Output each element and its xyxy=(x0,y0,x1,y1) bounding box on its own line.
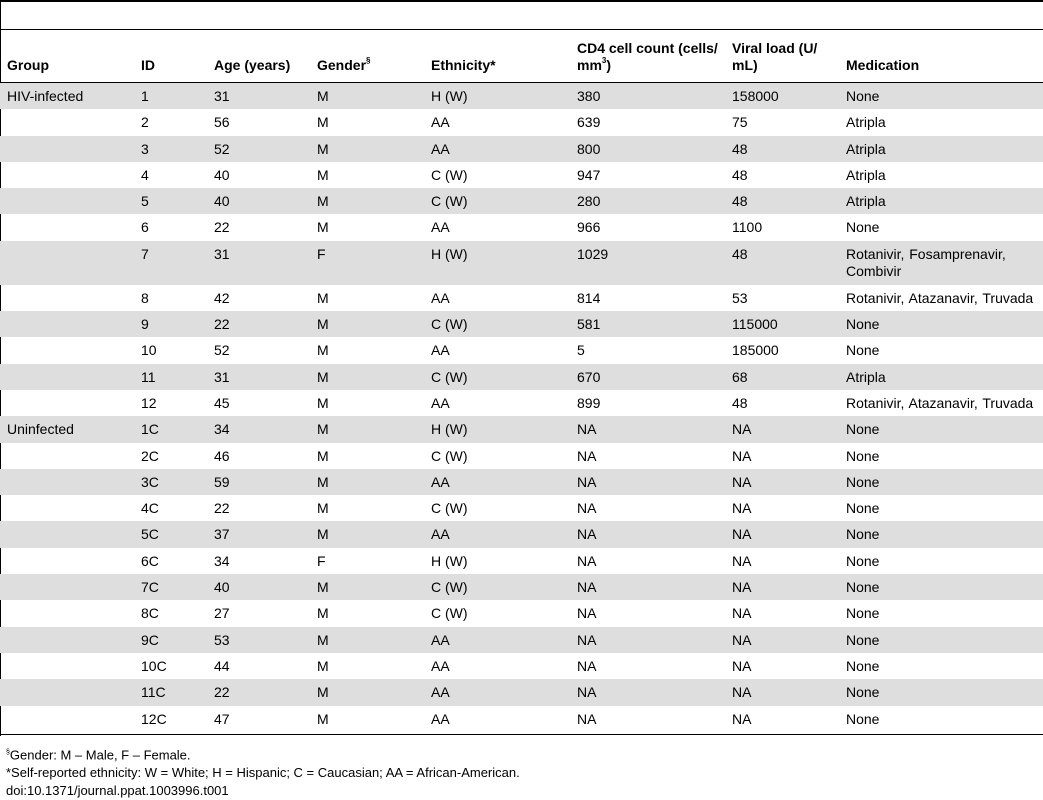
gender-cell: M xyxy=(317,193,329,210)
ethnicity-cell: AA xyxy=(431,140,450,157)
cd4-cell: NA xyxy=(577,526,597,543)
table-row xyxy=(0,495,1043,521)
viral-load-cell: NA xyxy=(732,710,752,727)
ethnicity-cell: AA xyxy=(431,342,450,359)
header-id: ID xyxy=(141,57,155,73)
header-cd4-sup: 3 xyxy=(601,56,607,66)
medication-cell: None xyxy=(846,473,880,490)
id-cell: 3 xyxy=(141,140,149,157)
viral-load-cell: NA xyxy=(732,605,752,622)
ethnicity-cell: AA xyxy=(431,219,450,236)
cd4-cell: NA xyxy=(577,473,597,490)
medication-cell: None xyxy=(846,657,880,674)
id-cell: 1 xyxy=(141,88,149,104)
id-cell: 12 xyxy=(141,394,157,411)
gender-cell: M xyxy=(317,710,329,727)
medication-cell: None xyxy=(846,631,880,648)
age-cell: 31 xyxy=(214,368,230,385)
medication-cell: Atripla xyxy=(846,140,886,157)
id-cell: 7 xyxy=(141,245,149,262)
id-cell: 5C xyxy=(141,526,159,543)
gender-cell: M xyxy=(317,526,329,543)
age-cell: 40 xyxy=(214,193,230,210)
ethnicity-cell: H (W) xyxy=(431,88,468,104)
cd4-cell: 1029 xyxy=(577,245,609,262)
viral-load-cell: 185000 xyxy=(732,342,779,359)
header-cd4-unit: mm xyxy=(577,57,602,73)
footnote-gender-text: Gender: M – Male, F – Female. xyxy=(9,747,191,763)
age-cell: 56 xyxy=(214,114,230,131)
table-row xyxy=(0,443,1043,469)
gender-cell: F xyxy=(317,245,326,262)
gender-cell: M xyxy=(317,368,329,385)
id-cell: 8 xyxy=(141,289,149,306)
cd4-cell: 670 xyxy=(577,368,601,385)
viral-load-cell: 48 xyxy=(732,394,748,411)
medication-cell: None xyxy=(846,421,880,438)
medication-cell: Rotanivir, Atazanavir, Truvada xyxy=(846,394,1034,411)
id-cell: 10C xyxy=(141,657,167,674)
ethnicity-cell: AA xyxy=(431,473,450,490)
age-cell: 34 xyxy=(214,421,230,438)
gender-cell: M xyxy=(317,342,329,359)
gender-cell: M xyxy=(317,394,329,411)
age-cell: 59 xyxy=(214,473,230,490)
medication-cell: None xyxy=(846,579,880,596)
id-cell: 10 xyxy=(141,342,157,359)
cd4-cell: NA xyxy=(577,500,597,517)
table-row xyxy=(0,416,1043,442)
medication-cell: None xyxy=(846,447,880,464)
id-cell: 3C xyxy=(141,473,159,490)
header-gender-label: Gender xyxy=(317,57,367,73)
group-cell: HIV-infected xyxy=(7,88,84,104)
id-cell: 11C xyxy=(141,684,166,701)
ethnicity-cell: H (W) xyxy=(431,421,468,438)
id-cell: 2C xyxy=(141,447,159,464)
ethnicity-cell: H (W) xyxy=(431,552,468,569)
cd4-cell: 966 xyxy=(577,219,601,236)
gender-cell: M xyxy=(317,166,329,183)
table-row xyxy=(0,469,1043,495)
ethnicity-cell: AA xyxy=(431,657,450,674)
id-cell: 11 xyxy=(141,368,156,385)
table-row xyxy=(0,109,1043,135)
header-cd4 xyxy=(577,40,718,74)
header-ethnicity: Ethnicity* xyxy=(431,57,496,73)
gender-cell: M xyxy=(317,140,329,157)
cd4-cell: NA xyxy=(577,579,597,596)
age-cell: 34 xyxy=(214,552,230,569)
id-cell: 4 xyxy=(141,166,149,183)
table-row xyxy=(0,548,1043,574)
cd4-cell: NA xyxy=(577,552,597,569)
id-cell: 12C xyxy=(141,710,167,727)
ethnicity-cell: AA xyxy=(431,526,450,543)
viral-load-cell: 53 xyxy=(732,289,748,306)
header-viral-line1: Viral load (U/ xyxy=(732,40,818,56)
footnote-doi: doi:10.1371/journal.ppat.1003996.t001 xyxy=(6,783,229,799)
viral-load-cell: 75 xyxy=(732,114,748,131)
table-row xyxy=(0,653,1043,679)
medication-cell: Rotanivir, Fosamprenavir, Combivir xyxy=(846,245,1006,279)
medication-cell: None xyxy=(846,526,880,543)
gender-cell: M xyxy=(317,473,329,490)
medication-cell: None xyxy=(846,88,880,104)
gender-cell: M xyxy=(317,631,329,648)
viral-load-cell: NA xyxy=(732,421,752,438)
table-row xyxy=(0,162,1043,188)
gender-cell: M xyxy=(317,219,329,236)
header-viral-line2: mL) xyxy=(732,57,758,73)
header-group: Group xyxy=(7,57,49,73)
cd4-cell: 639 xyxy=(577,114,601,131)
medication-cell: None xyxy=(846,342,880,359)
age-cell: 31 xyxy=(214,88,230,104)
gender-cell: M xyxy=(317,289,329,306)
age-cell: 22 xyxy=(214,684,230,701)
age-cell: 45 xyxy=(214,394,230,411)
id-cell: 1C xyxy=(141,421,159,438)
ethnicity-cell: C (W) xyxy=(431,579,468,596)
ethnicity-cell: AA xyxy=(431,631,450,648)
age-cell: 40 xyxy=(214,166,230,183)
id-cell: 6 xyxy=(141,219,149,236)
table-row xyxy=(0,285,1043,311)
age-cell: 22 xyxy=(214,316,230,333)
age-cell: 53 xyxy=(214,631,230,648)
footnotes xyxy=(6,744,520,800)
ethnicity-cell: C (W) xyxy=(431,447,468,464)
age-cell: 40 xyxy=(214,579,230,596)
id-cell: 9C xyxy=(141,631,159,648)
ethnicity-cell: C (W) xyxy=(431,316,468,333)
id-cell: 7C xyxy=(141,579,159,596)
cd4-cell: 814 xyxy=(577,289,601,306)
gender-cell: M xyxy=(317,579,329,596)
table-row xyxy=(0,600,1043,626)
age-cell: 27 xyxy=(214,605,230,622)
table-row xyxy=(0,390,1043,416)
table-row xyxy=(0,706,1043,732)
cd4-cell: 380 xyxy=(577,88,601,104)
medication-cell: Atripla xyxy=(846,166,886,183)
age-cell: 37 xyxy=(214,526,230,543)
header-cd4-close: ) xyxy=(606,57,612,73)
ethnicity-cell: AA xyxy=(431,710,450,727)
ethnicity-cell: AA xyxy=(431,289,450,306)
cd4-cell: NA xyxy=(577,421,597,438)
table-row xyxy=(0,188,1043,214)
table-top-rule xyxy=(0,0,1043,2)
viral-load-cell: NA xyxy=(732,631,752,648)
table-row xyxy=(0,241,1043,285)
ethnicity-cell: C (W) xyxy=(431,193,468,210)
viral-load-cell: NA xyxy=(732,579,752,596)
cd4-cell: NA xyxy=(577,447,597,464)
viral-load-cell: 1100 xyxy=(732,219,763,236)
table-header xyxy=(0,30,1043,82)
cd4-cell: 280 xyxy=(577,193,601,210)
ethnicity-cell: H (W) xyxy=(431,245,468,262)
table-body xyxy=(0,83,1043,732)
ethnicity-cell: C (W) xyxy=(431,500,468,517)
age-cell: 22 xyxy=(214,500,230,517)
medication-cell: Atripla xyxy=(846,368,886,385)
viral-load-cell: 68 xyxy=(732,368,748,385)
gender-cell: M xyxy=(317,684,329,701)
viral-load-cell: 48 xyxy=(732,193,748,210)
age-cell: 31 xyxy=(214,245,230,262)
table-bottom-rule xyxy=(0,734,1043,735)
id-cell: 2 xyxy=(141,114,149,131)
id-cell: 8C xyxy=(141,605,159,622)
age-cell: 22 xyxy=(214,219,230,236)
table-row xyxy=(0,364,1043,390)
viral-load-cell: NA xyxy=(732,684,752,701)
cd4-cell: 800 xyxy=(577,140,601,157)
cd4-cell: 947 xyxy=(577,166,601,183)
medication-cell: None xyxy=(846,316,880,333)
age-cell: 52 xyxy=(214,140,230,157)
gender-cell: M xyxy=(317,421,329,438)
viral-load-cell: NA xyxy=(732,657,752,674)
medication-cell: None xyxy=(846,219,880,236)
cd4-cell: NA xyxy=(577,710,597,727)
age-cell: 47 xyxy=(214,710,230,727)
viral-load-cell: NA xyxy=(732,447,752,464)
viral-load-cell: 48 xyxy=(732,245,748,262)
medication-cell: None xyxy=(846,605,880,622)
id-cell: 9 xyxy=(141,316,149,333)
age-cell: 44 xyxy=(214,657,230,674)
ethnicity-cell: C (W) xyxy=(431,166,468,183)
age-cell: 46 xyxy=(214,447,230,464)
medication-cell: None xyxy=(846,710,880,727)
table-row xyxy=(0,214,1043,240)
table-row xyxy=(0,83,1043,109)
footnote-gender-mark: § xyxy=(6,749,10,756)
gender-cell: M xyxy=(317,605,329,622)
group-cell: Uninfected xyxy=(7,421,74,438)
gender-cell: M xyxy=(317,657,329,674)
gender-cell: F xyxy=(317,552,326,569)
viral-load-cell: 48 xyxy=(732,140,748,157)
footnote-gender xyxy=(6,744,520,764)
viral-load-cell: NA xyxy=(732,552,752,569)
gender-cell: M xyxy=(317,316,329,333)
header-medication: Medication xyxy=(846,57,920,73)
gender-cell: M xyxy=(317,447,329,464)
cd4-cell: NA xyxy=(577,684,597,701)
viral-load-cell: NA xyxy=(732,473,752,490)
medication-cell: None xyxy=(846,552,880,569)
ethnicity-cell: C (W) xyxy=(431,605,468,622)
ethnicity-cell: AA xyxy=(431,684,450,701)
ethnicity-cell: AA xyxy=(431,394,450,411)
ethnicity-cell: C (W) xyxy=(431,368,468,385)
table-row xyxy=(0,574,1043,600)
medication-cell: None xyxy=(846,684,880,701)
header-viral-load xyxy=(732,40,817,74)
cd4-cell: NA xyxy=(577,605,597,622)
ethnicity-cell: AA xyxy=(431,114,450,131)
footnote-ethnicity: *Self-reported ethnicity: W = White; H = Hispanic; C = Caucasian; AA = African-American. xyxy=(6,765,520,781)
id-cell: 4C xyxy=(141,500,159,517)
table-row xyxy=(0,679,1043,705)
gender-cell: M xyxy=(317,88,329,104)
gender-cell: M xyxy=(317,500,329,517)
medication-cell: Atripla xyxy=(846,114,886,131)
viral-load-cell: 115000 xyxy=(732,316,778,333)
viral-load-cell: NA xyxy=(732,500,752,517)
id-cell: 5 xyxy=(141,193,149,210)
cd4-cell: 899 xyxy=(577,394,601,411)
cd4-cell: NA xyxy=(577,657,597,674)
header-age: Age (years) xyxy=(214,57,291,73)
header-cd4-line1: CD4 cell count (cells/ xyxy=(577,40,718,56)
viral-load-cell: 48 xyxy=(732,166,748,183)
table-row xyxy=(0,337,1043,363)
gender-cell: M xyxy=(317,114,329,131)
table-row xyxy=(0,136,1043,162)
medication-cell: Atripla xyxy=(846,193,886,210)
age-cell: 42 xyxy=(214,289,230,306)
medication-cell: None xyxy=(846,500,880,517)
medication-cell: Rotanivir, Atazanavir, Truvada xyxy=(846,289,1034,306)
table-row xyxy=(0,627,1043,653)
table-row xyxy=(0,521,1043,547)
id-cell: 6C xyxy=(141,552,159,569)
viral-load-cell: NA xyxy=(732,526,752,543)
table-row xyxy=(0,311,1043,337)
header-gender-mark: § xyxy=(366,56,371,66)
age-cell: 52 xyxy=(214,342,230,359)
cd4-cell: 581 xyxy=(577,316,601,333)
header-gender xyxy=(317,57,370,74)
viral-load-cell: 158000 xyxy=(732,88,779,104)
cd4-cell: NA xyxy=(577,631,597,648)
cd4-cell: 5 xyxy=(577,342,585,359)
